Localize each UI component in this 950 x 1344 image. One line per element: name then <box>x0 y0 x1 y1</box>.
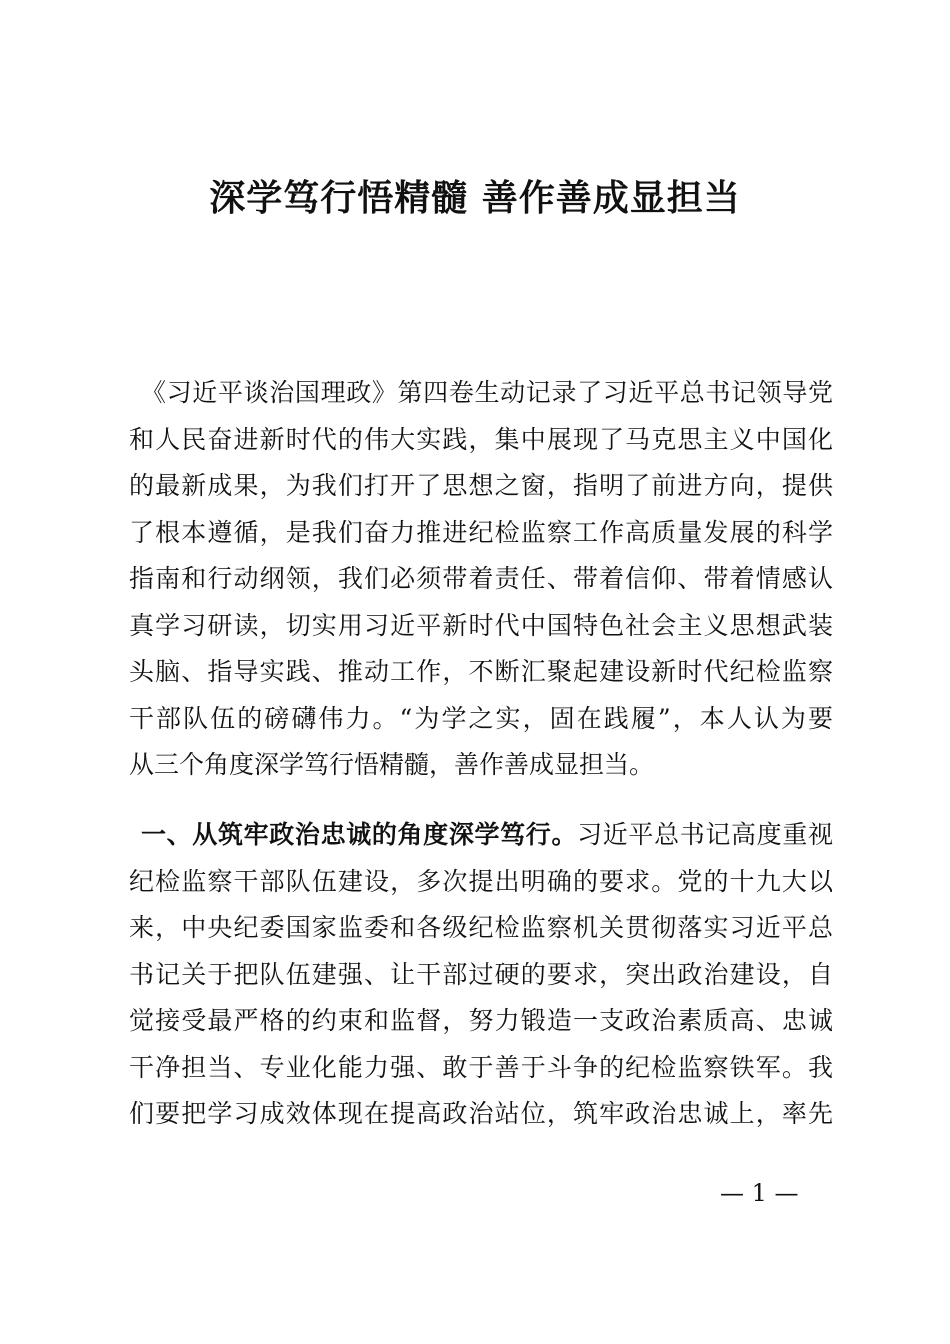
paragraph-line: 来，中央纪委国家监委和各级纪检监察机关贯彻落实习近平总 <box>129 913 833 942</box>
heading-line-rest: 习近平总书记高度重视 <box>577 820 833 849</box>
paragraph-line: 干部队伍的磅礴伟力。“为学之实，固在践履”，本人认为要 <box>129 703 833 733</box>
paragraph-intro <box>129 370 833 789</box>
page-number: — 1 — <box>720 1179 799 1207</box>
paragraph-line: 干净担当、专业化能力强、敢于善于斗争的纪检监察铁军。我 <box>129 1052 833 1082</box>
paragraph-line: 的最新成果，为我们打开了思想之窗，指明了前进方向，提供 <box>129 471 833 500</box>
paragraph-line: 纪检监察干部队伍建设，多次提出明确的要求。党的十九大以 <box>129 866 833 896</box>
paragraph-line: 指南和行动纲领，我们必须带着责任、带着信仰、带着情感认 <box>129 564 833 593</box>
paragraph-line: 和人民奋进新时代的伟大实践，集中展现了马克思主义中国化 <box>129 424 833 454</box>
section-heading: 一、从筑牢政治忠诚的角度深学笃行。 <box>141 820 578 849</box>
paragraph-line: 们要把学习成效体现在提高政治站位，筑牢政治忠诚上，率先 <box>129 1099 833 1128</box>
paragraph-line: 从三个角度深学笃行悟精髓，善作善成显担当。 <box>129 750 655 779</box>
document-title: 深学笃行悟精髓 善作善成显担当 <box>209 177 741 219</box>
paragraph-line: 《习近平谈治国理政》第四卷生动记录了习近平总书记领导党 <box>141 378 833 407</box>
paragraph-line: 了根本遵循，是我们奋力推进纪检监察工作高质量发展的科学 <box>129 517 833 547</box>
paragraph-line: 觉接受最严格的约束和监督，努力锻造一支政治素质高、忠诚 <box>129 1006 833 1035</box>
paragraph-line: 真学习研读，切实用习近平新时代中国特色社会主义思想武装 <box>129 610 833 640</box>
paragraph-section-one <box>129 812 833 1138</box>
paragraph-line: 头脑、指导实践、推动工作，不断汇聚起建设新时代纪检监察 <box>129 657 833 686</box>
paragraph-line: 书记关于把队伍建强、让干部过硬的要求，突出政治建设，自 <box>129 959 833 989</box>
paragraph-first-line <box>129 812 833 859</box>
